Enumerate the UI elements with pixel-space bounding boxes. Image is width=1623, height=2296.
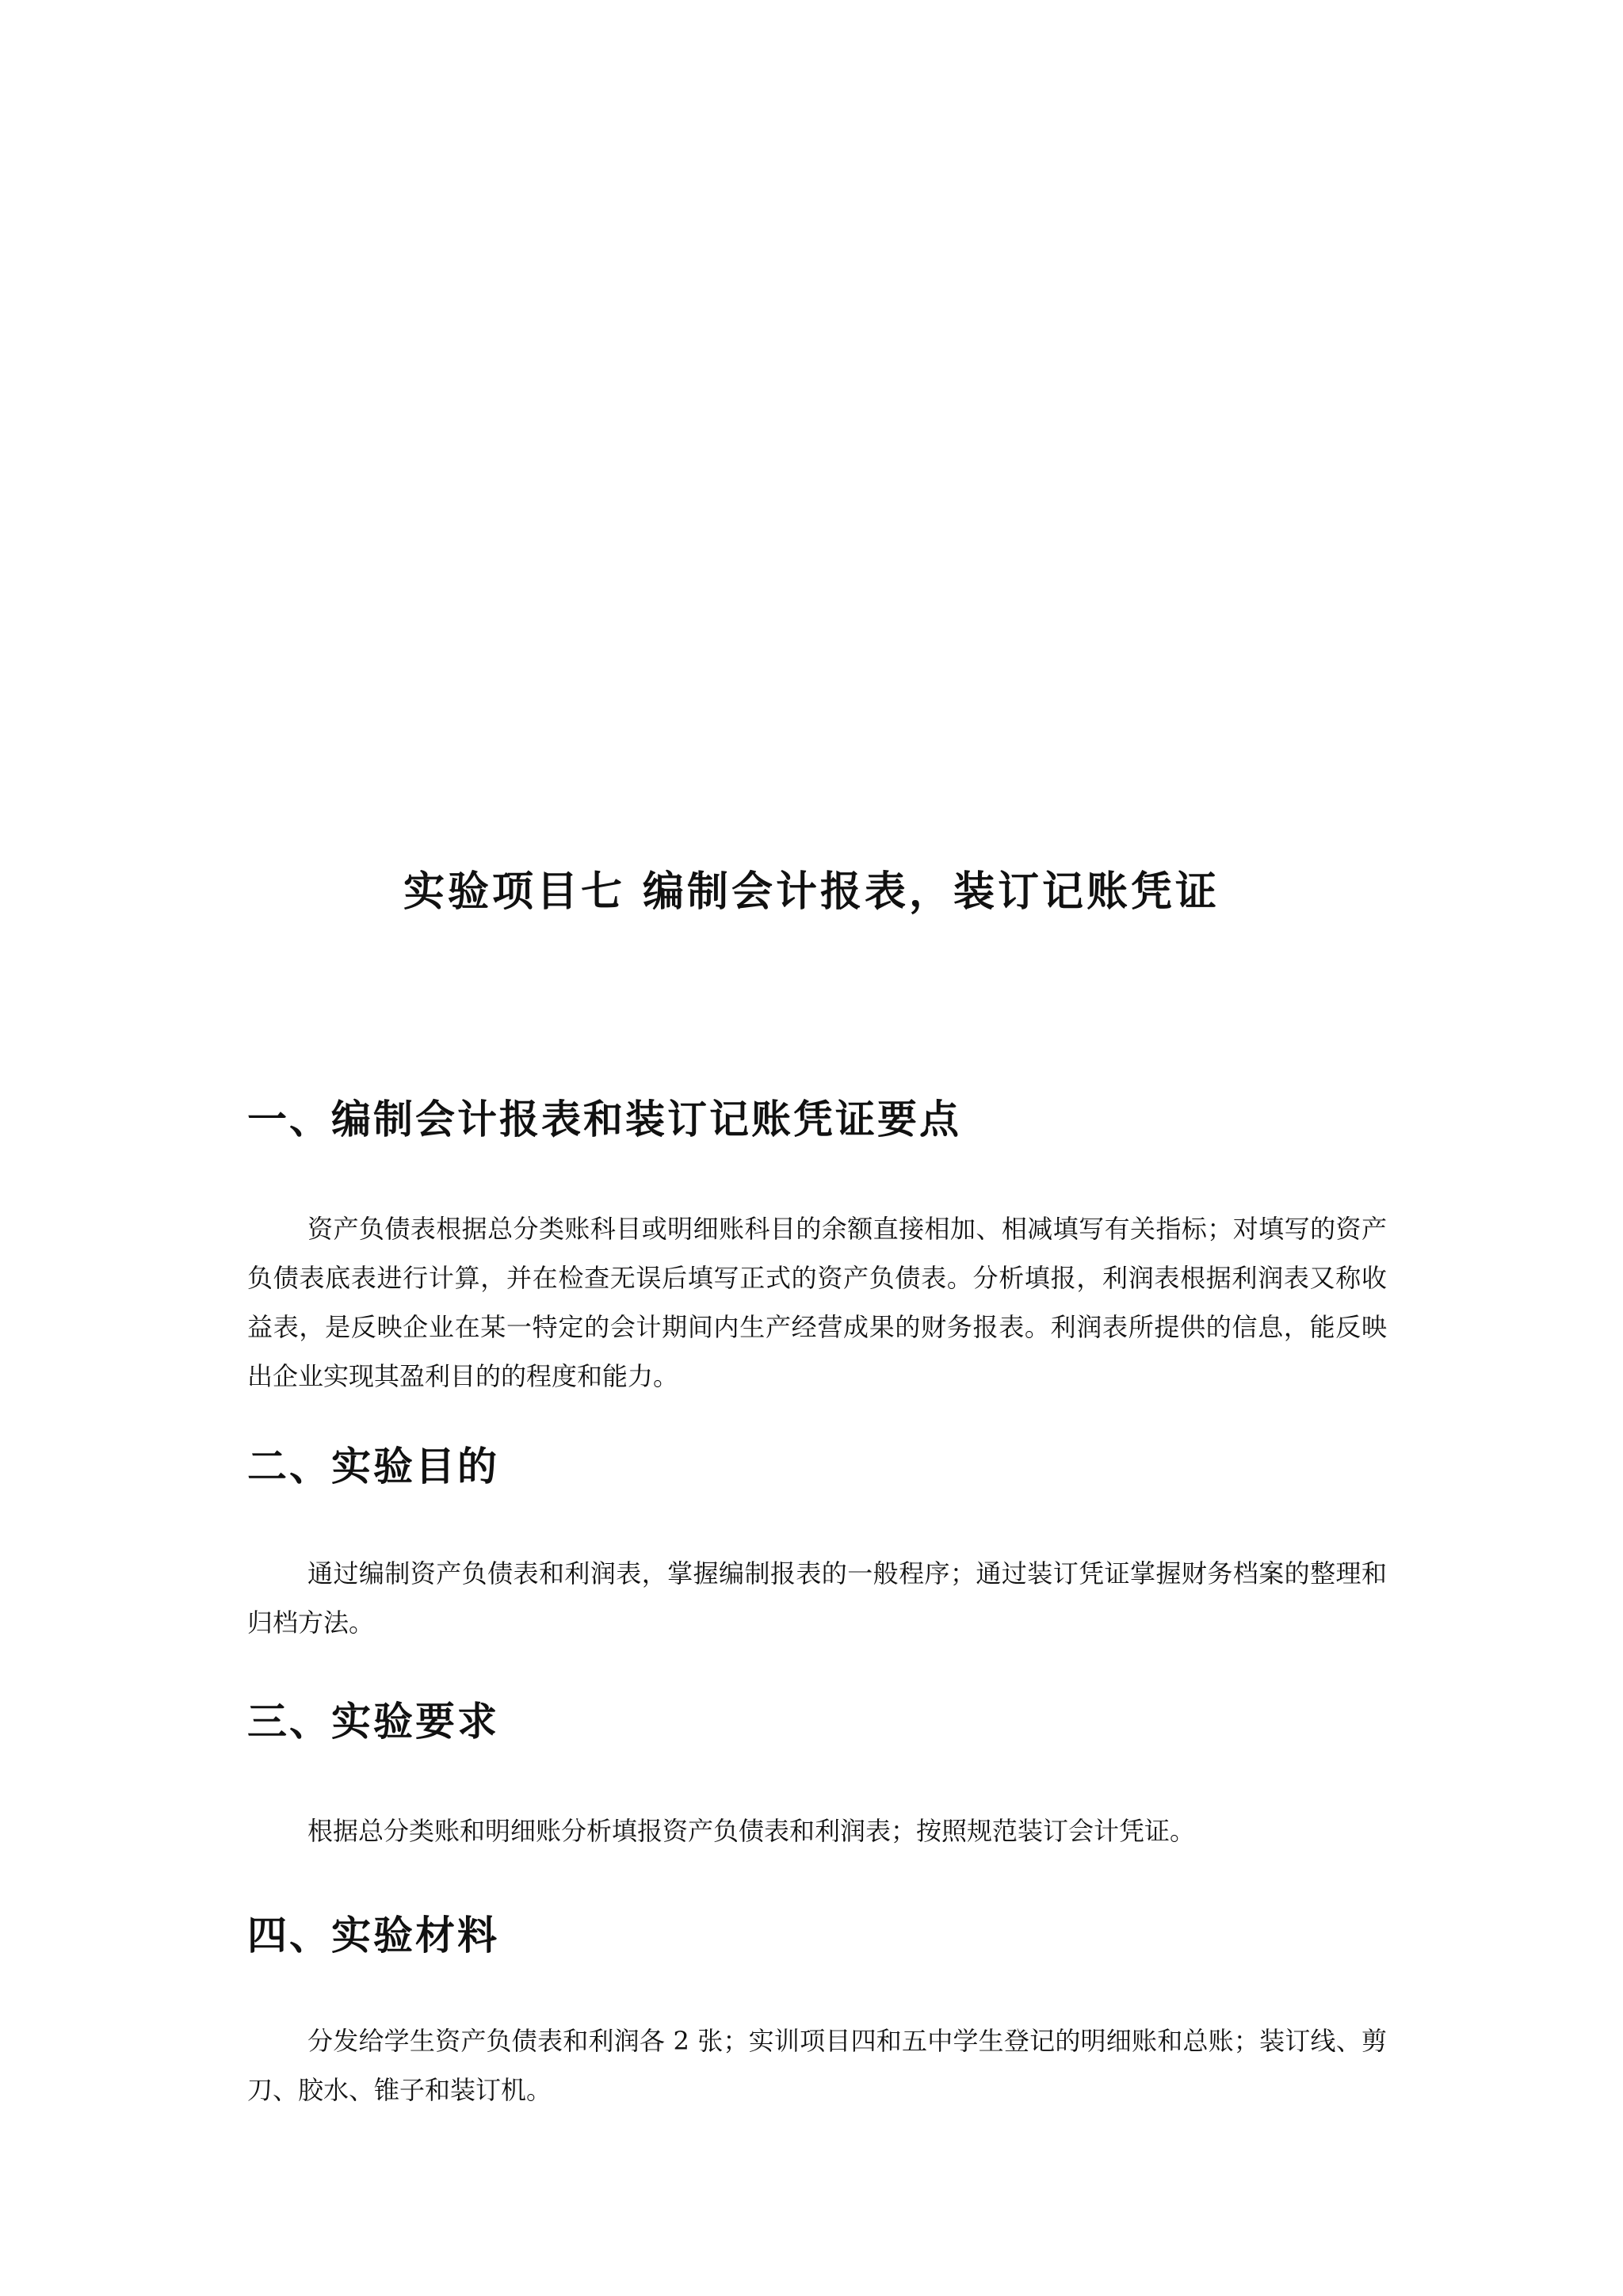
page-title: 实验项目七 编制会计报表，装订记账凭证	[403, 868, 1220, 916]
section-paragraph-purpose: 通过编制资产负债表和利润表，掌握编制报表的一般程序；通过装订凭证掌握财务档案的整理和归档方法。	[247, 1558, 1387, 1638]
section-heading-purpose: 二、实验目的	[247, 1444, 499, 1489]
section-heading-requirements: 三、实验要求	[247, 1699, 499, 1745]
section-heading-key-points: 一、编制会计报表和装订记账凭证要点	[247, 1097, 961, 1142]
section-heading-materials: 四、实验材料	[247, 1913, 499, 1958]
section-paragraph-requirements: 根据总分类账和明细账分析填报资产负债表和利润表；按照规范装订会计凭证。	[307, 1816, 1196, 1846]
section-paragraph-key-points: 资产负债表根据总分类账科目或明细账科目的余额直接相加、相减填写有关指标；对填写的资产负债表底表进行计算，并在检查无误后填写正式的资产负债表。分析填报，利润表根据利润表又称收益表，是反映企业在某一特定的会计期间内生产经营成果的财务报表。利润表所提供的信息，能反映出企业实现其盈利目的的程度和能力。	[247, 1214, 1387, 1391]
section-paragraph-materials: 分发给学生资产负债表和利润各 2 张；实训项目四和五中学生登记的明细账和总账；装订线、剪刀、胶水、锥子和装订机。	[247, 2026, 1387, 2105]
